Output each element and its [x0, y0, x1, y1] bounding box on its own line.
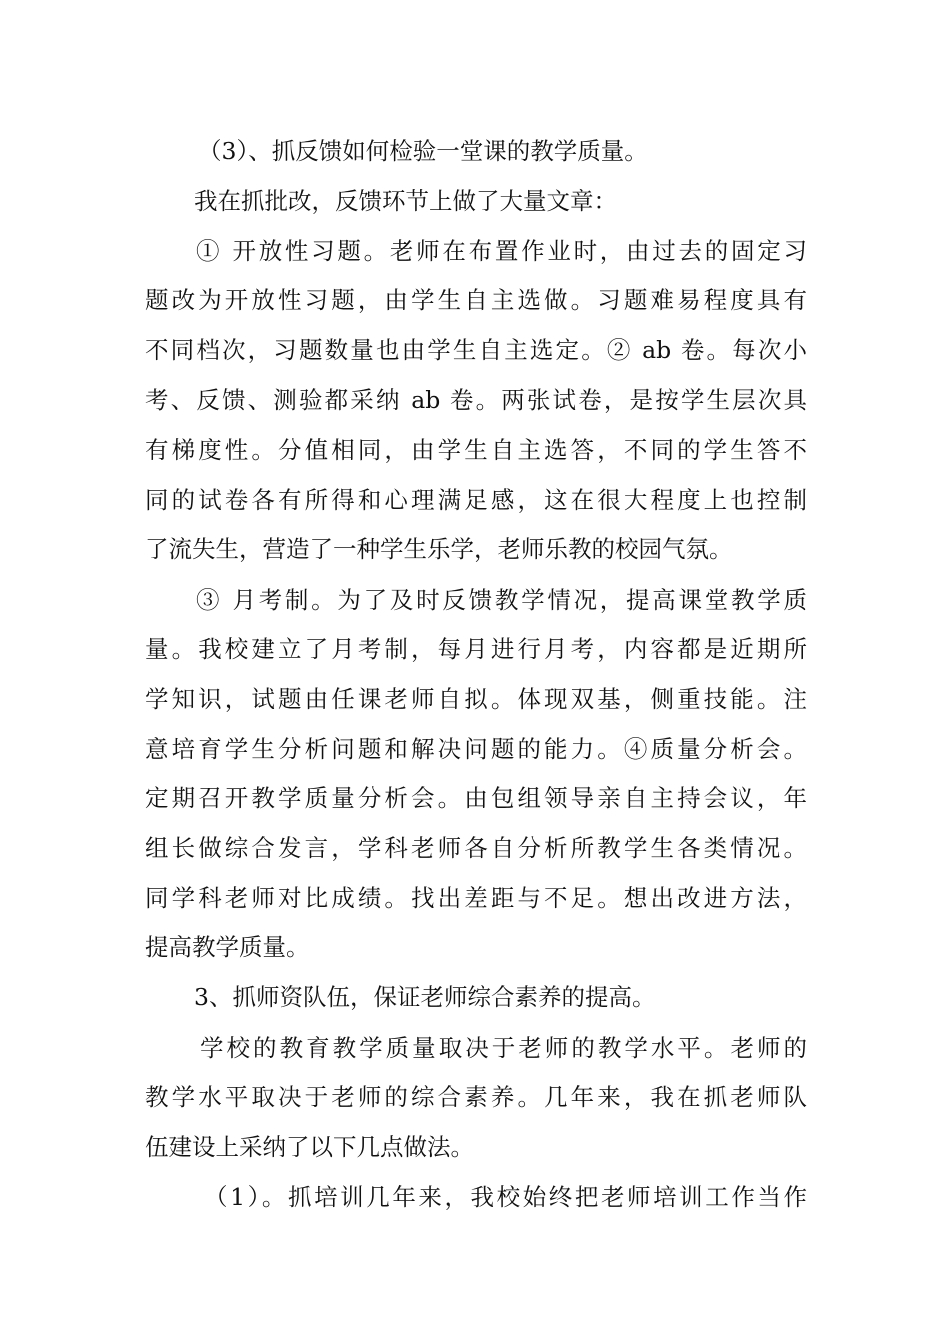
text-line: 提高教学质量。 — [145, 933, 310, 961]
text-line: 同的试卷各有所得和心理满足感，这在很大程度上也控制 — [145, 486, 807, 514]
text-line: 我在抓批改，反馈环节上做了大量文章： — [194, 187, 617, 215]
text-line: 组长做综合发言，学科老师各自分析所教学生各类情况。 — [145, 834, 807, 862]
text-line: 量。我校建立了月考制，每月进行月考，内容都是近期所 — [145, 635, 807, 663]
text-line: （1）。抓培训几年来，我校始终把老师培训工作当作 — [204, 1183, 807, 1211]
text-line: 不同档次，习题数量也由学生自主选定。② ab 卷。每次小 — [145, 336, 807, 364]
text-line: 题改为开放性习题，由学生自主选做。习题难易程度具有 — [145, 286, 807, 314]
section-heading: 3、抓师资队伍，保证老师综合素养的提高。 — [194, 983, 656, 1011]
text-line: 意培育学生分析问题和解决问题的能力。④质量分析会。 — [145, 735, 807, 763]
text-line: 学校的教育教学质量取决于老师的教学水平。老师的 — [200, 1034, 807, 1062]
text-line: 伍建设上采纳了以下几点做法。 — [145, 1133, 474, 1161]
text-line: ③ 月考制。为了及时反馈教学情况，提高课堂教学质 — [196, 586, 807, 614]
text-line: 同学科老师对比成绩。找出差距与不足。想出改进方法， — [145, 884, 807, 912]
text-line: 定期召开教学质量分析会。由包组领导亲自主持会议，年 — [145, 784, 807, 812]
text-line: 教学水平取决于老师的综合素养。几年来，我在抓老师队 — [145, 1083, 807, 1111]
text-line: （3）、抓反馈如何检验一堂课的教学质量。 — [198, 137, 648, 165]
text-line: 了流失生，营造了一种学生乐学，老师乐教的校园气氛。 — [145, 535, 733, 563]
text-line: 考、反馈、测验都采纳 ab 卷。两张试卷，是按学生层次具 — [145, 386, 807, 414]
text-line: ① 开放性习题。老师在布置作业时，由过去的固定习 — [196, 237, 807, 265]
text-line: 学知识，试题由任课老师自拟。体现双基，侧重技能。注 — [145, 685, 807, 713]
text-line: 有梯度性。分值相同，由学生自主选答，不同的学生答不 — [145, 436, 807, 464]
